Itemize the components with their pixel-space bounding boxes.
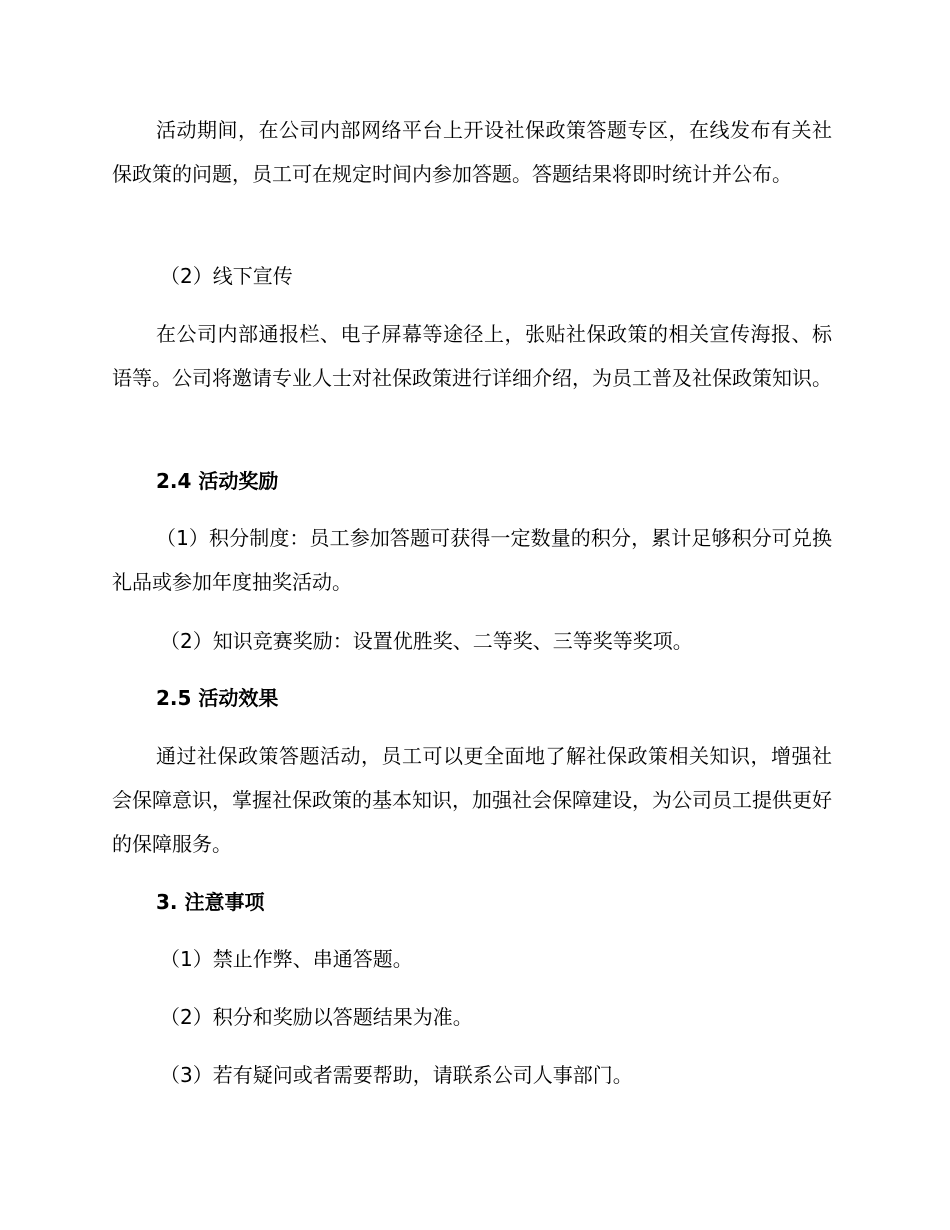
note-item-1: （1）禁止作弊、串通答题。 (160, 947, 413, 971)
paragraph-online-quiz: 活动期间，在公司内部网络平台上开设社保政策答题专区，在线发布有关社保政策的问题，员工可在规定时间内参加答题。答题结果将即时统计并公布。 (112, 118, 832, 186)
paragraph-points-system: （1）积分制度：员工参加答题可获得一定数量的积分，累计足够积分可兑换礼品或参加年度抽奖活动。 (112, 526, 832, 594)
subheading-offline-promotion: （2）线下宣传 (160, 264, 293, 288)
section-heading-effects: 2.5 活动效果 (156, 686, 279, 710)
note-item-2: （2）积分和奖励以答题结果为准。 (160, 1005, 473, 1029)
paragraph-offline-promotion: 在公司内部通报栏、电子屏幕等途径上，张贴社保政策的相关宣传海报、标语等。公司将邀请专业人士对社保政策进行详细介绍，为员工普及社保政策知识。 (112, 322, 832, 390)
section-heading-rewards: 2.4 活动奖励 (156, 469, 279, 493)
paragraph-effects: 通过社保政策答题活动，员工可以更全面地了解社保政策相关知识，增强社会保障意识，掌握社保政策的基本知识，加强社会保障建设，为公司员工提供更好的保障服务。 (112, 744, 832, 856)
line-competition-awards: （2）知识竞赛奖励：设置优胜奖、二等奖、三等奖等奖项。 (160, 629, 693, 653)
section-heading-notes: 3. 注意事项 (156, 890, 265, 914)
note-item-3: （3）若有疑问或者需要帮助，请联系公司人事部门。 (160, 1063, 633, 1087)
